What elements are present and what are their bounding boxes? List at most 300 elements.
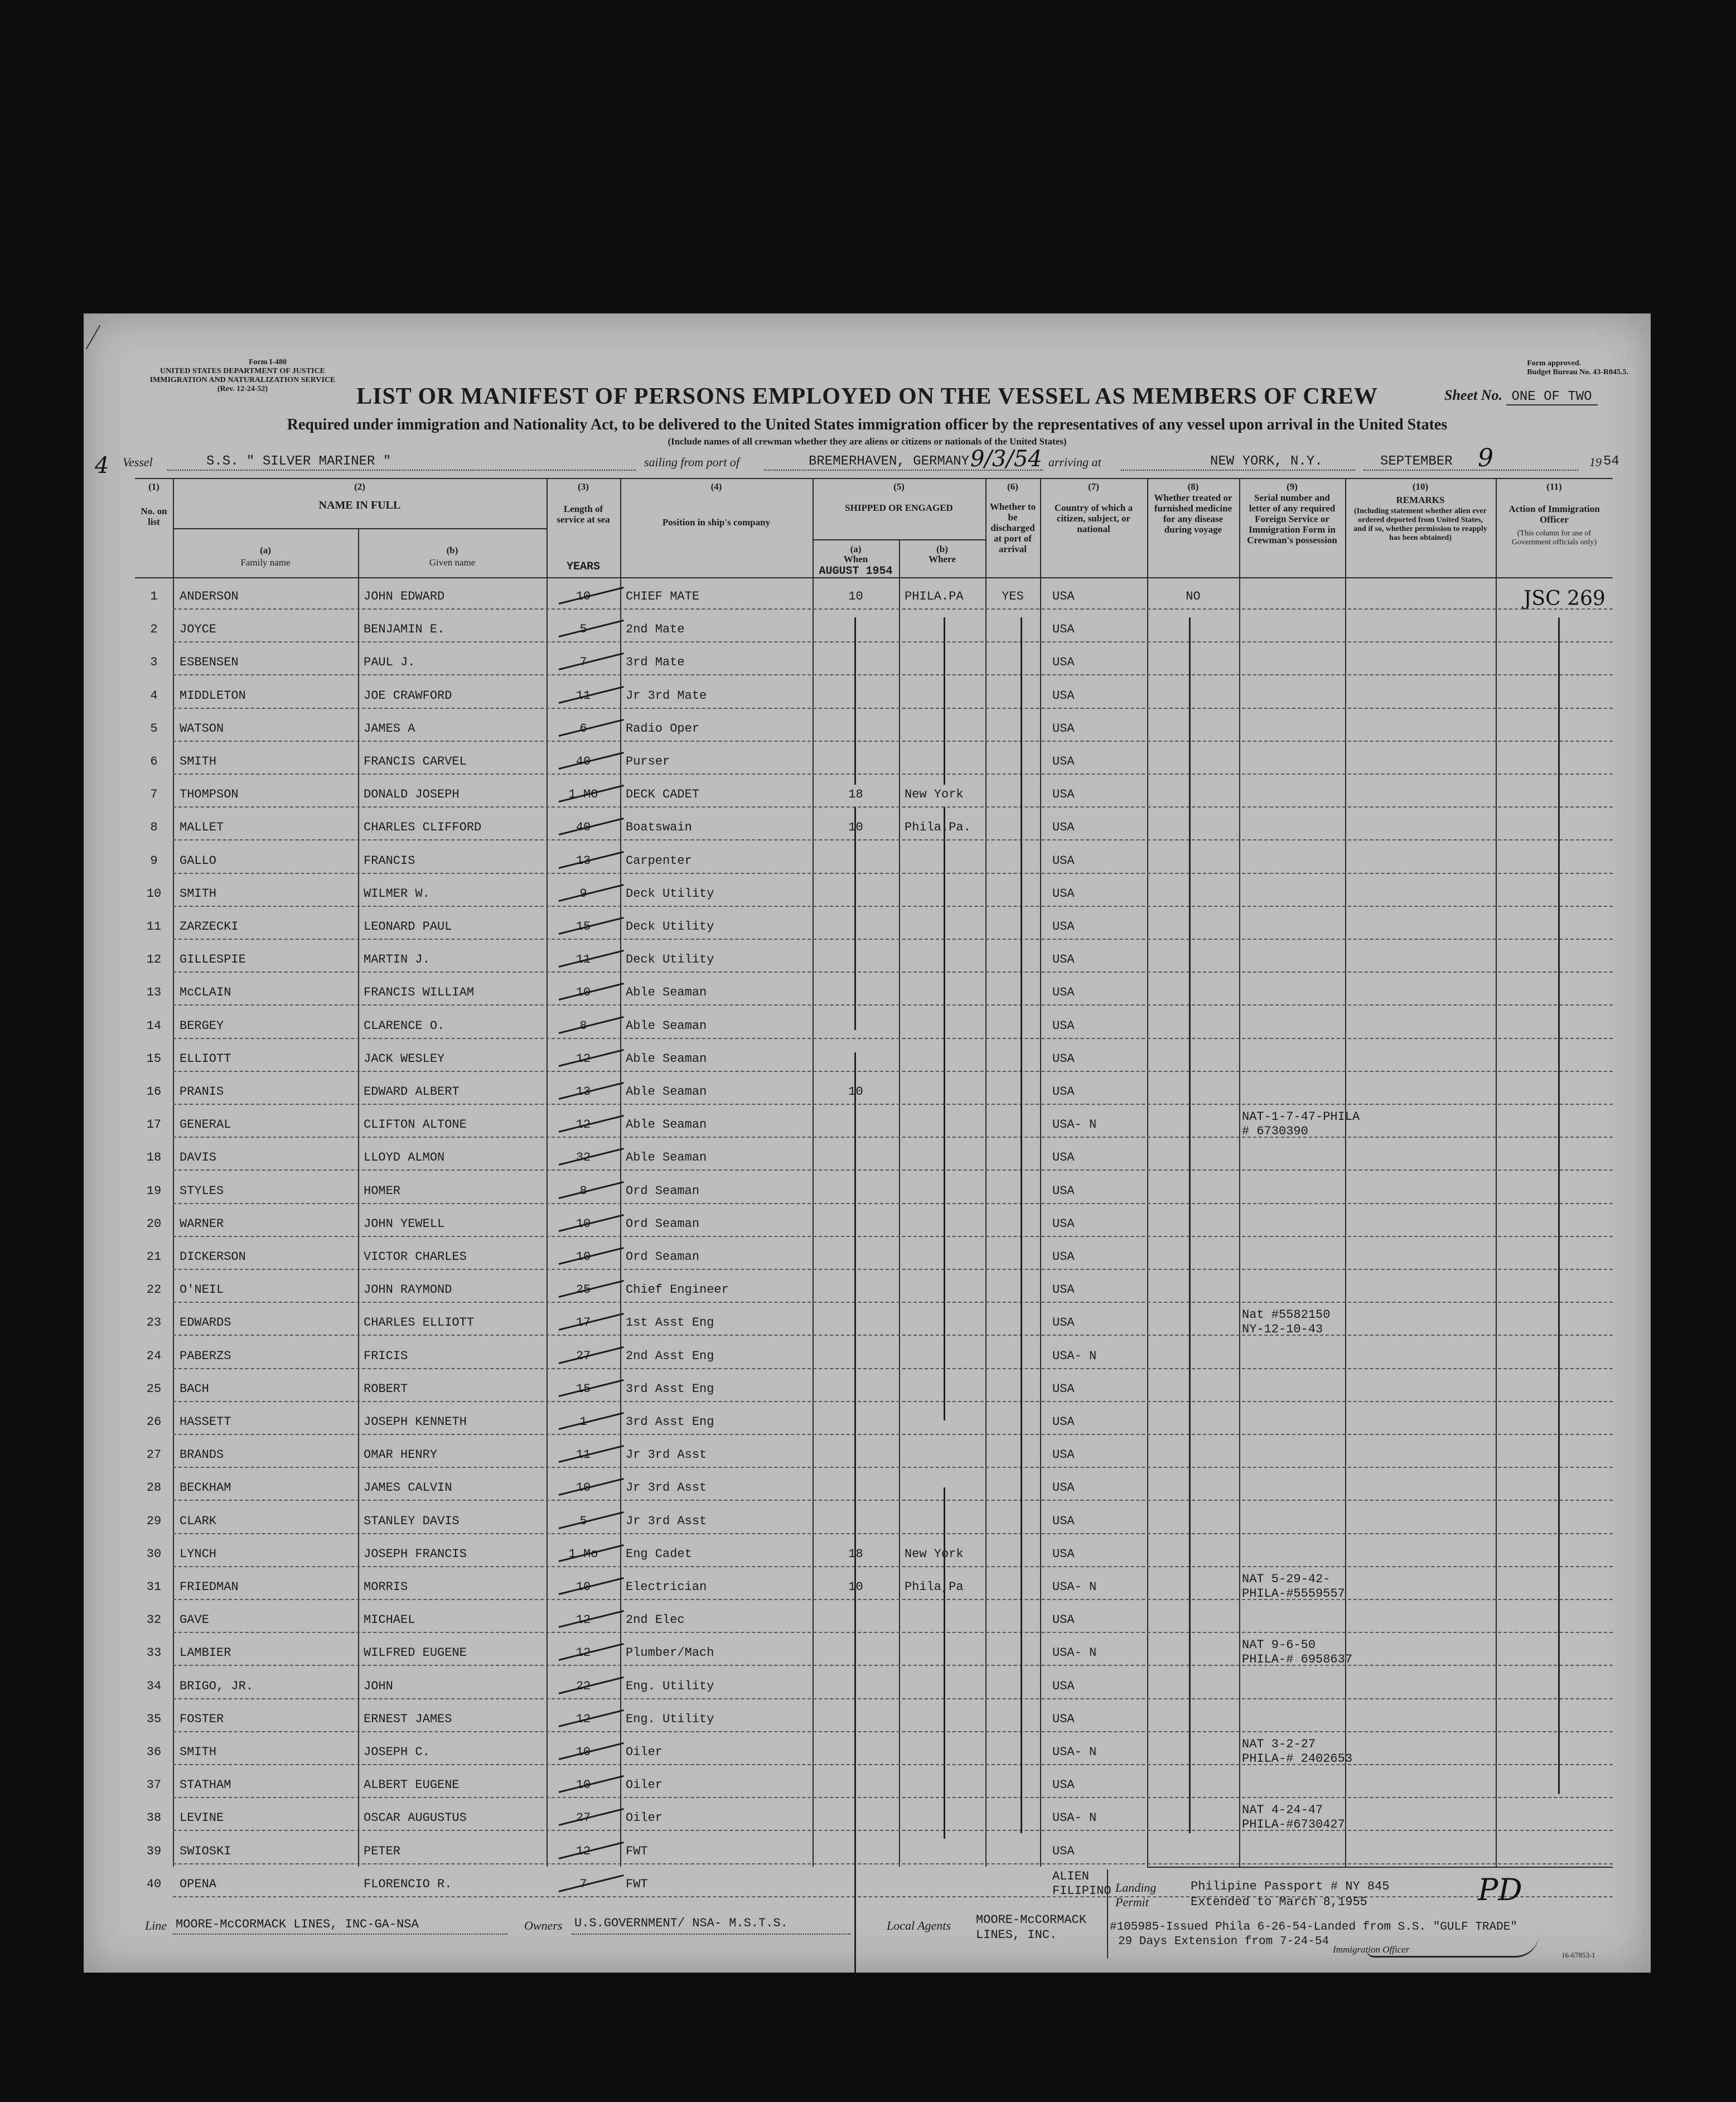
ditto-line xyxy=(944,807,945,1420)
cell-no: 30 xyxy=(146,1547,162,1561)
cell-country: USA xyxy=(1052,1051,1075,1066)
arrival-year: 54 xyxy=(1603,454,1619,469)
cell-given: WILFRED EUGENE xyxy=(364,1646,467,1660)
cell-family: GILLESPIE xyxy=(180,953,246,967)
cell-position: FWT xyxy=(626,1877,648,1891)
cell-no: 29 xyxy=(146,1514,162,1528)
cell-country: USA xyxy=(1052,1216,1075,1231)
cell-no: 39 xyxy=(146,1844,162,1858)
col3-header: Length of service at sea xyxy=(557,504,610,525)
agents-value-1: MOORE-McCORMACK xyxy=(976,1913,1087,1927)
col9-header: Serial number and letter of any required Foreign Service or Immigration Form in Crewman's possession xyxy=(1247,492,1337,545)
col1-number: (1) xyxy=(148,481,159,492)
col2b-number: (b) xyxy=(446,545,458,555)
row-rule xyxy=(173,1500,1613,1501)
col10-title: REMARKS xyxy=(1396,495,1445,505)
cell-country: USA xyxy=(1052,1085,1075,1099)
cell-years: 5 xyxy=(579,1514,587,1528)
cell-family: ESBENSEN xyxy=(180,655,239,670)
cell-country: USA xyxy=(1052,1712,1075,1726)
cell-years: 11 xyxy=(576,953,591,967)
cell-position: Able Seaman xyxy=(626,1085,707,1099)
cell-position: 3rd Asst Eng xyxy=(626,1415,714,1429)
cell-no: 10 xyxy=(146,886,162,901)
cell-given: DONALD JOSEPH xyxy=(364,787,460,802)
cell-family: SMITH xyxy=(180,886,217,901)
cell-family: LAMBIER xyxy=(180,1646,231,1660)
cell-years: 6 xyxy=(579,721,587,736)
cell-family: McCLAIN xyxy=(180,985,231,1000)
cell-given: FRANCIS xyxy=(364,853,415,868)
cell-serial: Nat #5582150 NY-12-10-43 xyxy=(1242,1308,1331,1337)
cell-years: 13 xyxy=(576,1085,591,1099)
cell-serial: NAT 9-6-50 PHILA-# 6958637 xyxy=(1242,1638,1353,1667)
sheet-number xyxy=(1444,387,1598,404)
col10-header: (Including statement whether alien ever ordered deported from United States, and if so, whether permission to reapply has been obtained) xyxy=(1353,507,1487,542)
year-prefix: 19 xyxy=(1589,455,1602,469)
cell-position: 2nd Mate xyxy=(626,622,685,637)
form-approved: Form approved. xyxy=(1527,359,1582,368)
cell-given: JOHN xyxy=(364,1679,393,1693)
handwritten-date: 9/3/54 xyxy=(970,446,1042,472)
agents-value-2: LINES, INC. xyxy=(976,1928,1057,1942)
cell-family: BRANDS xyxy=(180,1448,224,1462)
cell-no: 14 xyxy=(146,1018,162,1033)
permit-extension: 29 Days Extension from 7-24-54 xyxy=(1118,1935,1329,1948)
cell-no: 32 xyxy=(146,1613,162,1627)
cell-country: USA xyxy=(1052,655,1075,670)
cell-family: LYNCH xyxy=(180,1547,217,1561)
ditto-line xyxy=(1021,617,1022,1833)
cell-given: FLORENCIO R. xyxy=(364,1877,452,1891)
cell-no: 16 xyxy=(146,1085,162,1099)
officer-mark: JSC 269 xyxy=(1524,587,1606,610)
row-rule xyxy=(173,873,1613,874)
permit-issued: #105985-Issued Phila 6-26-54-Landed from S.S. "GULF TRADE" xyxy=(1110,1921,1517,1934)
cell-country: USA- N xyxy=(1052,1118,1097,1132)
cell-serial: NAT 4-24-47 PHILA-#6730427 xyxy=(1242,1803,1345,1832)
cell-country: USA xyxy=(1052,886,1075,901)
cell-years: 15 xyxy=(576,920,591,934)
cell-no: 20 xyxy=(146,1216,162,1231)
row-rule xyxy=(173,1533,1613,1534)
cell-position: 3rd Asst Eng xyxy=(626,1381,714,1396)
cell-country: USA xyxy=(1052,1316,1075,1330)
cell-country: USA xyxy=(1052,853,1075,868)
cell-family: BECKHAM xyxy=(180,1481,231,1495)
col11-number: (11) xyxy=(1546,481,1562,492)
row-rule xyxy=(173,1566,1613,1567)
col5a-value: AUGUST 1954 xyxy=(819,565,893,578)
vessel-label: Vessel xyxy=(123,455,153,469)
col7-number: (7) xyxy=(1088,481,1099,492)
row-rule xyxy=(173,906,1613,907)
cell-given: MARTIN J. xyxy=(364,953,430,967)
cell-given: PETER xyxy=(364,1844,401,1858)
col11-note: (This column for use of Government officials only) xyxy=(1511,529,1597,547)
cell-position: DECK CADET xyxy=(626,787,700,802)
cell-position: Oiler xyxy=(626,1811,663,1825)
row-rule xyxy=(173,1797,1613,1798)
cell-country: USA xyxy=(1052,1250,1075,1264)
cell-position: Plumber/Mach xyxy=(626,1646,714,1660)
officer-line xyxy=(1558,617,1560,1794)
cell-country: ALIEN FILIPINO xyxy=(1052,1869,1111,1898)
cell-no: 18 xyxy=(146,1151,162,1165)
row-rule xyxy=(173,1632,1613,1633)
cell-country: USA xyxy=(1052,953,1075,967)
cell-given: CLIFTON ALTONE xyxy=(364,1118,467,1132)
cell-country: USA xyxy=(1052,622,1075,637)
cell-country: USA xyxy=(1052,1514,1075,1528)
cell-years: 40 xyxy=(576,820,591,835)
cell-family: DAVIS xyxy=(180,1151,217,1165)
cell-no: 19 xyxy=(146,1183,162,1198)
cell-no: 9 xyxy=(150,853,158,868)
cell-years: 5 xyxy=(579,622,587,637)
cell-country: USA xyxy=(1052,985,1075,1000)
sheet-label: Sheet No. xyxy=(1444,387,1502,403)
extension-date: Extended to March 8,1955 xyxy=(1191,1895,1367,1909)
cell-years: 10 xyxy=(576,1778,591,1792)
cell-no: 2 xyxy=(150,622,158,637)
cell-family: HASSETT xyxy=(180,1415,231,1429)
cell-no: 4 xyxy=(150,688,158,703)
cell-given: FRANCIS CARVEL xyxy=(364,755,467,769)
cell-no: 31 xyxy=(146,1580,162,1594)
cell-given: VICTOR CHARLES xyxy=(364,1250,467,1264)
cell-no: 23 xyxy=(146,1316,162,1330)
cell-country: USA xyxy=(1052,1778,1075,1792)
cell-years: 10 xyxy=(576,589,591,603)
cell-no: 28 xyxy=(146,1481,162,1495)
col2a-number: (a) xyxy=(260,545,271,555)
cell-years: 1 xyxy=(579,1415,587,1429)
col2-header: NAME IN FULL xyxy=(318,499,401,511)
cell-country: USA xyxy=(1052,1547,1075,1561)
cell-no: 38 xyxy=(146,1811,162,1825)
cell-position: Deck Utility xyxy=(626,886,714,901)
cell-where: Phila,Pa xyxy=(905,1580,964,1594)
row-rule xyxy=(173,1203,1613,1204)
cell-family: LEVINE xyxy=(180,1811,224,1825)
cell-no: 33 xyxy=(146,1646,162,1660)
row-rule xyxy=(173,939,1613,940)
cell-country: USA xyxy=(1052,1679,1075,1693)
cell-country: USA xyxy=(1052,1018,1075,1033)
row-rule xyxy=(173,1731,1613,1732)
cell-years: 13 xyxy=(576,853,591,868)
cell-given: JAMES CALVIN xyxy=(364,1481,452,1495)
cell-given: WILMER W. xyxy=(364,886,430,901)
cell-no: 15 xyxy=(146,1051,162,1066)
row-rule xyxy=(173,1434,1613,1435)
cell-family: FOSTER xyxy=(180,1712,224,1726)
cell-given: OMAR HENRY xyxy=(364,1448,438,1462)
vessel-info-row xyxy=(123,444,1640,474)
ditto-line xyxy=(854,617,856,785)
cell-given: CLARENCE O. xyxy=(364,1018,445,1033)
cell-position: Chief Engineer xyxy=(626,1283,729,1297)
cell-serial: NAT 3-2-27 PHILA-# 2402653 xyxy=(1242,1737,1353,1766)
cell-family: ANDERSON xyxy=(180,589,239,603)
cell-given: JOSEPH KENNETH xyxy=(364,1415,467,1429)
cell-years: 7 xyxy=(579,1877,587,1891)
cell-given: JOHN EDWARD xyxy=(364,589,445,603)
cell-country: USA xyxy=(1052,1415,1075,1429)
cell-country: USA xyxy=(1052,787,1075,802)
cell-position: Radio Oper xyxy=(626,721,700,736)
row-rule xyxy=(173,806,1613,808)
row-rule xyxy=(173,1038,1613,1039)
cell-family: STYLES xyxy=(180,1183,224,1198)
agents-label: Local Agents xyxy=(887,1919,951,1932)
cell-family: BACH xyxy=(180,1381,209,1396)
cell-given: LEONARD PAUL xyxy=(364,920,452,934)
cell-given: JOHN RAYMOND xyxy=(364,1283,452,1297)
cell-no: 27 xyxy=(146,1448,162,1462)
manifest-subnote: (Include names of all crewman whether they are aliens or citizens or nationals of the United States) xyxy=(668,436,1067,447)
cell-given: MORRIS xyxy=(364,1580,408,1594)
cell-country: USA xyxy=(1052,688,1075,703)
cell-position: Able Seaman xyxy=(626,1018,707,1033)
cell-position: Jr 3rd Asst xyxy=(626,1514,707,1528)
cell-discharged: YES xyxy=(1002,589,1024,603)
col3-units: YEARS xyxy=(566,560,600,573)
cell-no: 24 xyxy=(146,1349,162,1363)
row-rule xyxy=(173,1863,1613,1864)
cell-given: FRICIS xyxy=(364,1349,408,1363)
cell-position: Eng. Utility xyxy=(626,1712,714,1726)
cell-family: OPENA xyxy=(180,1877,217,1891)
cell-no: 34 xyxy=(146,1679,162,1693)
cell-given: JOHN YEWELL xyxy=(364,1216,445,1231)
line-label: Line xyxy=(145,1919,167,1932)
cell-country: USA xyxy=(1052,589,1075,603)
ditto-line xyxy=(944,617,945,785)
cell-family: SMITH xyxy=(180,1745,217,1759)
cell-country: USA xyxy=(1052,1183,1075,1198)
cell-family: ZARZECKI xyxy=(180,920,239,934)
cell-when: 18 xyxy=(848,1547,863,1561)
col11-header: Action of Immigration Officer xyxy=(1508,504,1600,525)
cell-when: 10 xyxy=(848,820,863,835)
cell-family: GENERAL xyxy=(180,1118,231,1132)
cell-given: CHARLES CLIFFORD xyxy=(364,820,482,835)
sheet-value: ONE OF TWO xyxy=(1506,389,1598,405)
cell-years: 32 xyxy=(576,1151,591,1165)
cell-country: USA xyxy=(1052,1151,1075,1165)
cell-no: 21 xyxy=(146,1250,162,1264)
cell-given: MICHAEL xyxy=(364,1613,415,1627)
cell-where: New York xyxy=(905,787,964,802)
cell-country: USA xyxy=(1052,1448,1075,1462)
sailing-label: sailing from port of xyxy=(644,455,739,469)
passport-number: Philipine Passport # NY 845 xyxy=(1191,1879,1390,1893)
cell-no: 13 xyxy=(146,985,162,1000)
cell-given: ALBERT EUGENE xyxy=(364,1778,460,1792)
row-rule xyxy=(173,972,1613,973)
col8-header: Whether treated or furnished medicine for any disease during voyage xyxy=(1154,492,1232,535)
permit-box-divider xyxy=(1107,1869,1108,1959)
col3-number: (3) xyxy=(578,481,589,492)
cell-years: 11 xyxy=(576,688,591,703)
cell-family: GALLO xyxy=(180,853,217,868)
cell-serial: NAT-1-7-47-PHILA # 6730390 xyxy=(1242,1110,1360,1139)
row-rule xyxy=(173,1599,1613,1600)
cell-family: MALLET xyxy=(180,820,224,835)
cell-given: LLOYD ALMON xyxy=(364,1151,445,1165)
row-rule xyxy=(173,1170,1613,1171)
row-rule xyxy=(173,839,1613,840)
cell-years: 22 xyxy=(576,1679,591,1693)
cell-position: Able Seaman xyxy=(626,1051,707,1066)
cell-position: Boatswain xyxy=(626,820,692,835)
cell-position: Eng Cadet xyxy=(626,1547,692,1561)
cell-country: USA- N xyxy=(1052,1745,1097,1759)
cell-family: DICKERSON xyxy=(180,1250,246,1264)
cell-position: CHIEF MATE xyxy=(626,589,700,603)
cell-position: Able Seaman xyxy=(626,1151,707,1165)
cell-family: SMITH xyxy=(180,755,217,769)
row-rule xyxy=(173,1269,1613,1270)
cell-where: PHILA.PA xyxy=(905,589,964,603)
cell-years: 10 xyxy=(576,1481,591,1495)
cell-position: Ord Seaman xyxy=(626,1216,700,1231)
col8-number: (8) xyxy=(1187,481,1199,492)
cell-given: STANLEY DAVIS xyxy=(364,1514,460,1528)
cell-country: USA xyxy=(1052,1613,1075,1627)
cell-country: USA- N xyxy=(1052,1811,1097,1825)
col6-number: (6) xyxy=(1007,481,1018,492)
vessel-name: S.S. " SILVER MARINER " xyxy=(206,454,391,469)
row-rule xyxy=(173,674,1613,675)
manifest-subtitle: Required under immigration and Nationality Act, to be delivered to the United States immigration officer by the representatives of any vessel upon arrival in the United States xyxy=(287,416,1448,433)
row-rule xyxy=(173,1896,1613,1897)
cell-years: 12 xyxy=(576,1118,591,1132)
row-rule xyxy=(173,741,1613,742)
cell-when: 10 xyxy=(848,1085,863,1099)
handwritten-initials: PD xyxy=(1478,1872,1522,1907)
row-rule xyxy=(173,1467,1613,1468)
cell-family: WARNER xyxy=(180,1216,224,1231)
cell-years: 12 xyxy=(576,1646,591,1660)
cell-country: USA xyxy=(1052,820,1075,835)
cell-family: THOMPSON xyxy=(180,787,239,802)
row-rule xyxy=(173,1137,1613,1138)
cell-when: 18 xyxy=(848,787,863,802)
cell-years: 9 xyxy=(579,886,587,901)
cell-position: 1st Asst Eng xyxy=(626,1316,714,1330)
cell-when: 10 xyxy=(848,589,863,603)
cell-given: BENJAMIN E. xyxy=(364,622,445,637)
col5b-number: (b) xyxy=(936,544,948,554)
cell-given: JOE CRAWFORD xyxy=(364,688,452,703)
cell-family: JOYCE xyxy=(180,622,217,637)
cell-no: 36 xyxy=(146,1745,162,1759)
ditto-line xyxy=(854,1487,856,1839)
cell-position: 2nd Asst Eng xyxy=(626,1349,714,1363)
row-rule xyxy=(173,1830,1613,1831)
owners-value: U.S.GOVERNMENT/ NSA- M.S.T.S. xyxy=(574,1916,788,1930)
cell-family: FRIEDMAN xyxy=(180,1580,239,1594)
row-rule xyxy=(173,1104,1613,1105)
arrival-day: 9 xyxy=(1478,444,1493,472)
cell-no: 35 xyxy=(146,1712,162,1726)
cell-years: 27 xyxy=(576,1811,591,1825)
cell-given: ERNEST JAMES xyxy=(364,1712,452,1726)
cell-years: 10 xyxy=(576,985,591,1000)
cell-position: Able Seaman xyxy=(626,985,707,1000)
cell-family: BRIGO, JR. xyxy=(180,1679,254,1693)
row-rule xyxy=(173,1004,1613,1006)
cell-no: 5 xyxy=(150,721,158,736)
owners-label: Owners xyxy=(524,1919,563,1932)
cell-medicine: NO xyxy=(1186,589,1201,603)
cell-family: MIDDLETON xyxy=(180,688,246,703)
margin-mark: 4 xyxy=(95,453,109,479)
cell-position: Deck Utility xyxy=(626,953,714,967)
cell-years: 11 xyxy=(576,1448,591,1462)
crew-table xyxy=(135,478,1613,1898)
immigration-officer-label: Immigration Officer xyxy=(1333,1944,1410,1955)
cell-position: Jr 3rd Asst xyxy=(626,1448,707,1462)
budget-bureau xyxy=(1527,359,1628,377)
cell-no: 37 xyxy=(146,1778,162,1792)
cell-no: 40 xyxy=(146,1877,162,1891)
cell-no: 1 xyxy=(150,589,158,603)
department-name: UNITED STATES DEPARTMENT OF JUSTICE xyxy=(160,367,325,375)
cell-position: Able Seaman xyxy=(626,1118,707,1132)
service-name: IMMIGRATION AND NATURALIZATION SERVICE xyxy=(149,376,336,384)
cell-position: Ord Seaman xyxy=(626,1183,700,1198)
cell-years: 1 Mo xyxy=(568,1547,598,1561)
cell-no: 22 xyxy=(146,1283,162,1297)
cell-years: 40 xyxy=(576,755,591,769)
col10-number: (10) xyxy=(1412,481,1429,492)
form-number: Form I-480 xyxy=(248,358,287,366)
port-from: BREMERHAVEN, GERMANY xyxy=(809,454,970,469)
cell-family: GAVE xyxy=(180,1613,209,1627)
cell-position: 3rd Mate xyxy=(626,655,685,670)
cell-no: 11 xyxy=(146,920,162,934)
col2b-header: Given name xyxy=(429,557,476,568)
landing-permit-label: Landing Permit xyxy=(1115,1881,1157,1909)
col5a-header: When xyxy=(843,554,868,564)
cell-no: 6 xyxy=(150,755,158,769)
cell-years: 10 xyxy=(576,1580,591,1594)
cell-family: BERGEY xyxy=(180,1018,224,1033)
cell-no: 17 xyxy=(146,1118,162,1132)
officer-signature xyxy=(1366,1934,1539,1958)
cell-country: USA xyxy=(1052,1844,1075,1858)
line-value: MOORE-McCORMACK LINES, INC-GA-NSA xyxy=(176,1917,419,1931)
row-rule xyxy=(173,608,1613,610)
row-rule xyxy=(173,1764,1613,1765)
col5-number: (5) xyxy=(893,481,905,492)
cell-years: 17 xyxy=(576,1316,591,1330)
col4-header: Position in ship's company xyxy=(662,517,771,528)
cell-no: 25 xyxy=(146,1381,162,1396)
row-rule xyxy=(173,1302,1613,1303)
ditto-line xyxy=(944,1487,945,1839)
cell-given: ROBERT xyxy=(364,1381,408,1396)
cell-years: 8 xyxy=(579,1183,587,1198)
cell-serial: NAT 5-29-42- PHILA-#5559557 xyxy=(1242,1572,1345,1601)
budget-number: Budget Bureau No. 43-R045.5. xyxy=(1527,368,1628,376)
cell-given: FRANCIS WILLIAM xyxy=(364,985,475,1000)
cell-country: USA- N xyxy=(1052,1580,1097,1594)
